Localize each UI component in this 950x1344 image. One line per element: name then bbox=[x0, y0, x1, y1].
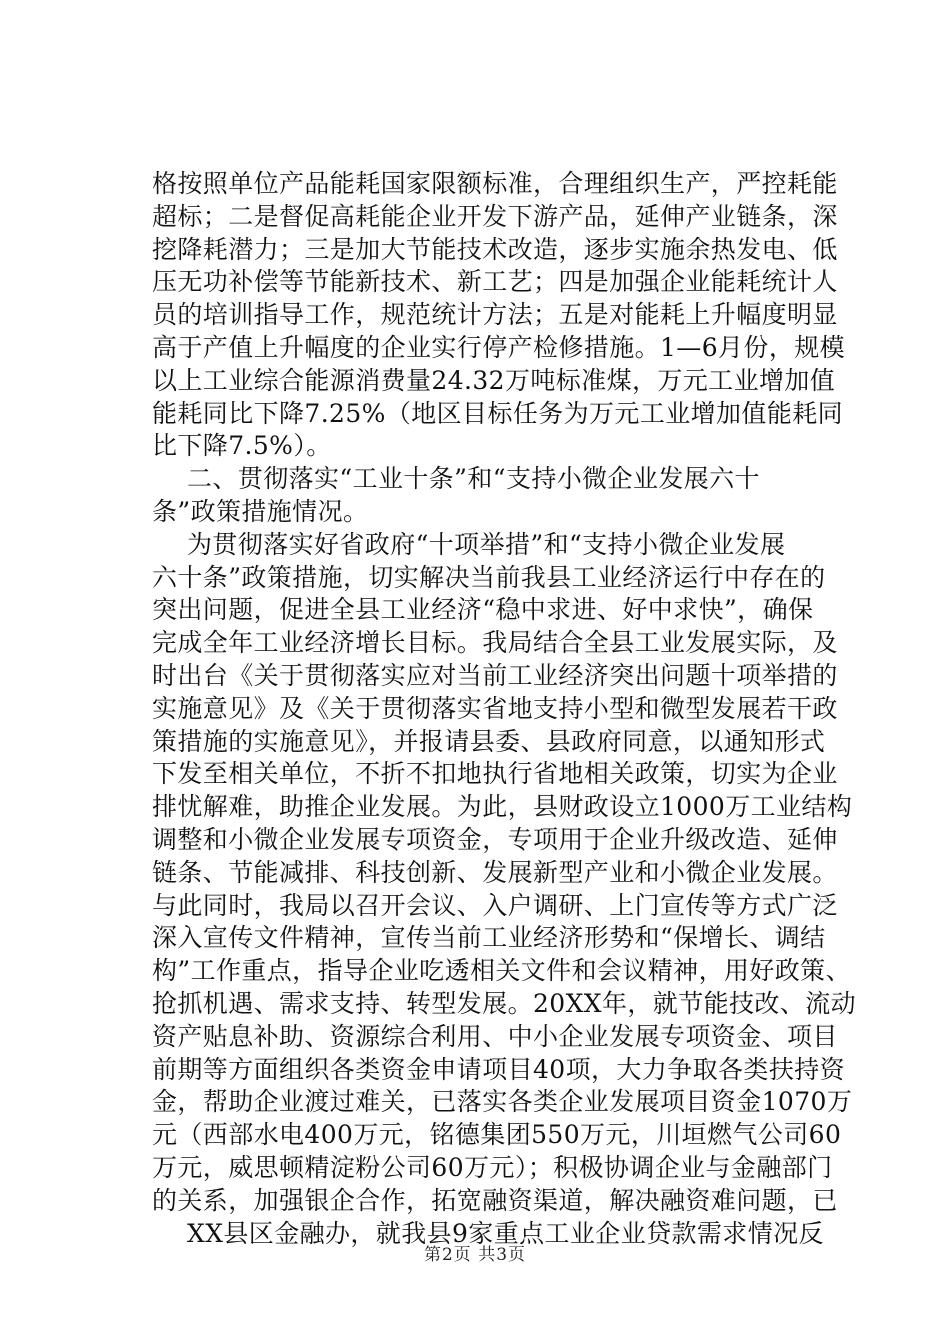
document-body bbox=[152, 168, 857, 1250]
text-line: 高于产值上升幅度的企业实行停产检修措施。1—6月份，规模 bbox=[152, 332, 846, 362]
text-line: 前期等方面组织各类资金申请项目40项，大力争取各类扶持资 bbox=[152, 1054, 846, 1084]
text-line: 挖降耗潜力；三是加大节能技术改造，逐步实施余热发电、低 bbox=[152, 234, 838, 264]
paragraph-first-line: 为贯彻落实好省政府“十项举措”和“支持小微企业发展 bbox=[187, 529, 786, 559]
text-line: XX县区金融办，就我县9家重点工业企业贷款需求情况反 bbox=[187, 1218, 824, 1248]
page-number-footer: 第2页 共3页 bbox=[423, 1245, 527, 1265]
text-line: 时出台《关于贯彻落实应对当前工业经济突出问题十项举措的 bbox=[152, 660, 838, 690]
text-line: 策措施的实施意见》，并报请县委、县政府同意，以通知形式 bbox=[152, 726, 826, 756]
text-line: 能耗同比下降7.25%（地区目标任务为万元工业增加值能耗同 bbox=[152, 398, 844, 428]
text-line: 突出问题，促进全县工业经济“稳中求进、好中求快”，确保 bbox=[152, 595, 814, 625]
text-line: 与此同时，我局以召开会议、入户调研、上门宣传等方式广泛 bbox=[152, 890, 838, 920]
section-heading-line: 二、贯彻落实“工业十条”和“支持小微企业发展六十 bbox=[187, 464, 760, 494]
text-line: 以上工业综合能源消费量24.32万吨标准煤，万元工业增加值 bbox=[152, 365, 836, 395]
section-heading-line: 条”政策措施情况。 bbox=[152, 496, 369, 526]
text-line: 超标；二是督促高耗能企业开发下游产品，延伸产业链条，深 bbox=[152, 201, 838, 231]
text-line: 深入宣传文件精神，宣传当前工业经济形势和“保增长、调结 bbox=[152, 923, 826, 953]
text-line: 万元，威思顿精淀粉公司60万元）；积极协调企业与金融部门 bbox=[152, 1152, 833, 1182]
text-line: 的关系，加强银企合作，拓宽融资渠道，解决融资难问题，已 bbox=[152, 1185, 838, 1215]
text-line: 排忧解难，助推企业发展。为此，县财政设立1000万工业结构 bbox=[152, 792, 853, 822]
text-line: 六十条”政策措施，切实解决当前我县工业经济运行中存在的 bbox=[152, 562, 826, 592]
text-line: 完成全年工业经济增长目标。我局结合全县工业发展实际，及 bbox=[152, 628, 838, 658]
text-line: 链条、节能减排、科技创新、发展新型产业和小微企业发展。 bbox=[152, 857, 838, 887]
text-line: 资产贴息补助、资源综合利用、中小企业发展专项资金、项目 bbox=[152, 1021, 838, 1051]
text-line: 金，帮助企业渡过难关，已落实各类企业发展项目资金1070万 bbox=[152, 1087, 853, 1117]
text-line: 下发至相关单位，不折不扣地执行省地相关政策，切实为企业 bbox=[152, 759, 838, 789]
text-line: 抢抓机遇、需求支持、转型发展。20XX年，就节能技改、流动 bbox=[152, 988, 857, 1018]
text-line: 调整和小微企业发展专项资金，专项用于企业升级改造、延伸 bbox=[152, 824, 838, 854]
text-line: 格按照单位产品能耗国家限额标准，合理组织生产，严控耗能 bbox=[152, 169, 838, 198]
text-line: 实施意见》及《关于贯彻落实省地支持小型和微型发展若干政 bbox=[152, 693, 838, 723]
text-line: 员的培训指导工作，规范统计方法；五是对能耗上升幅度明显 bbox=[152, 300, 838, 330]
text-line: 比下降7.5%）。 bbox=[152, 431, 332, 461]
text-line: 压无功补偿等节能新技术、新工艺；四是加强企业能耗统计人 bbox=[152, 267, 838, 297]
text-line: 元（西部水电400万元，铭德集团550万元，川垣燃气公司60 bbox=[152, 1120, 842, 1150]
text-line: 构”工作重点，指导企业吃透相关文件和会议精神，用好政策、 bbox=[152, 956, 851, 986]
